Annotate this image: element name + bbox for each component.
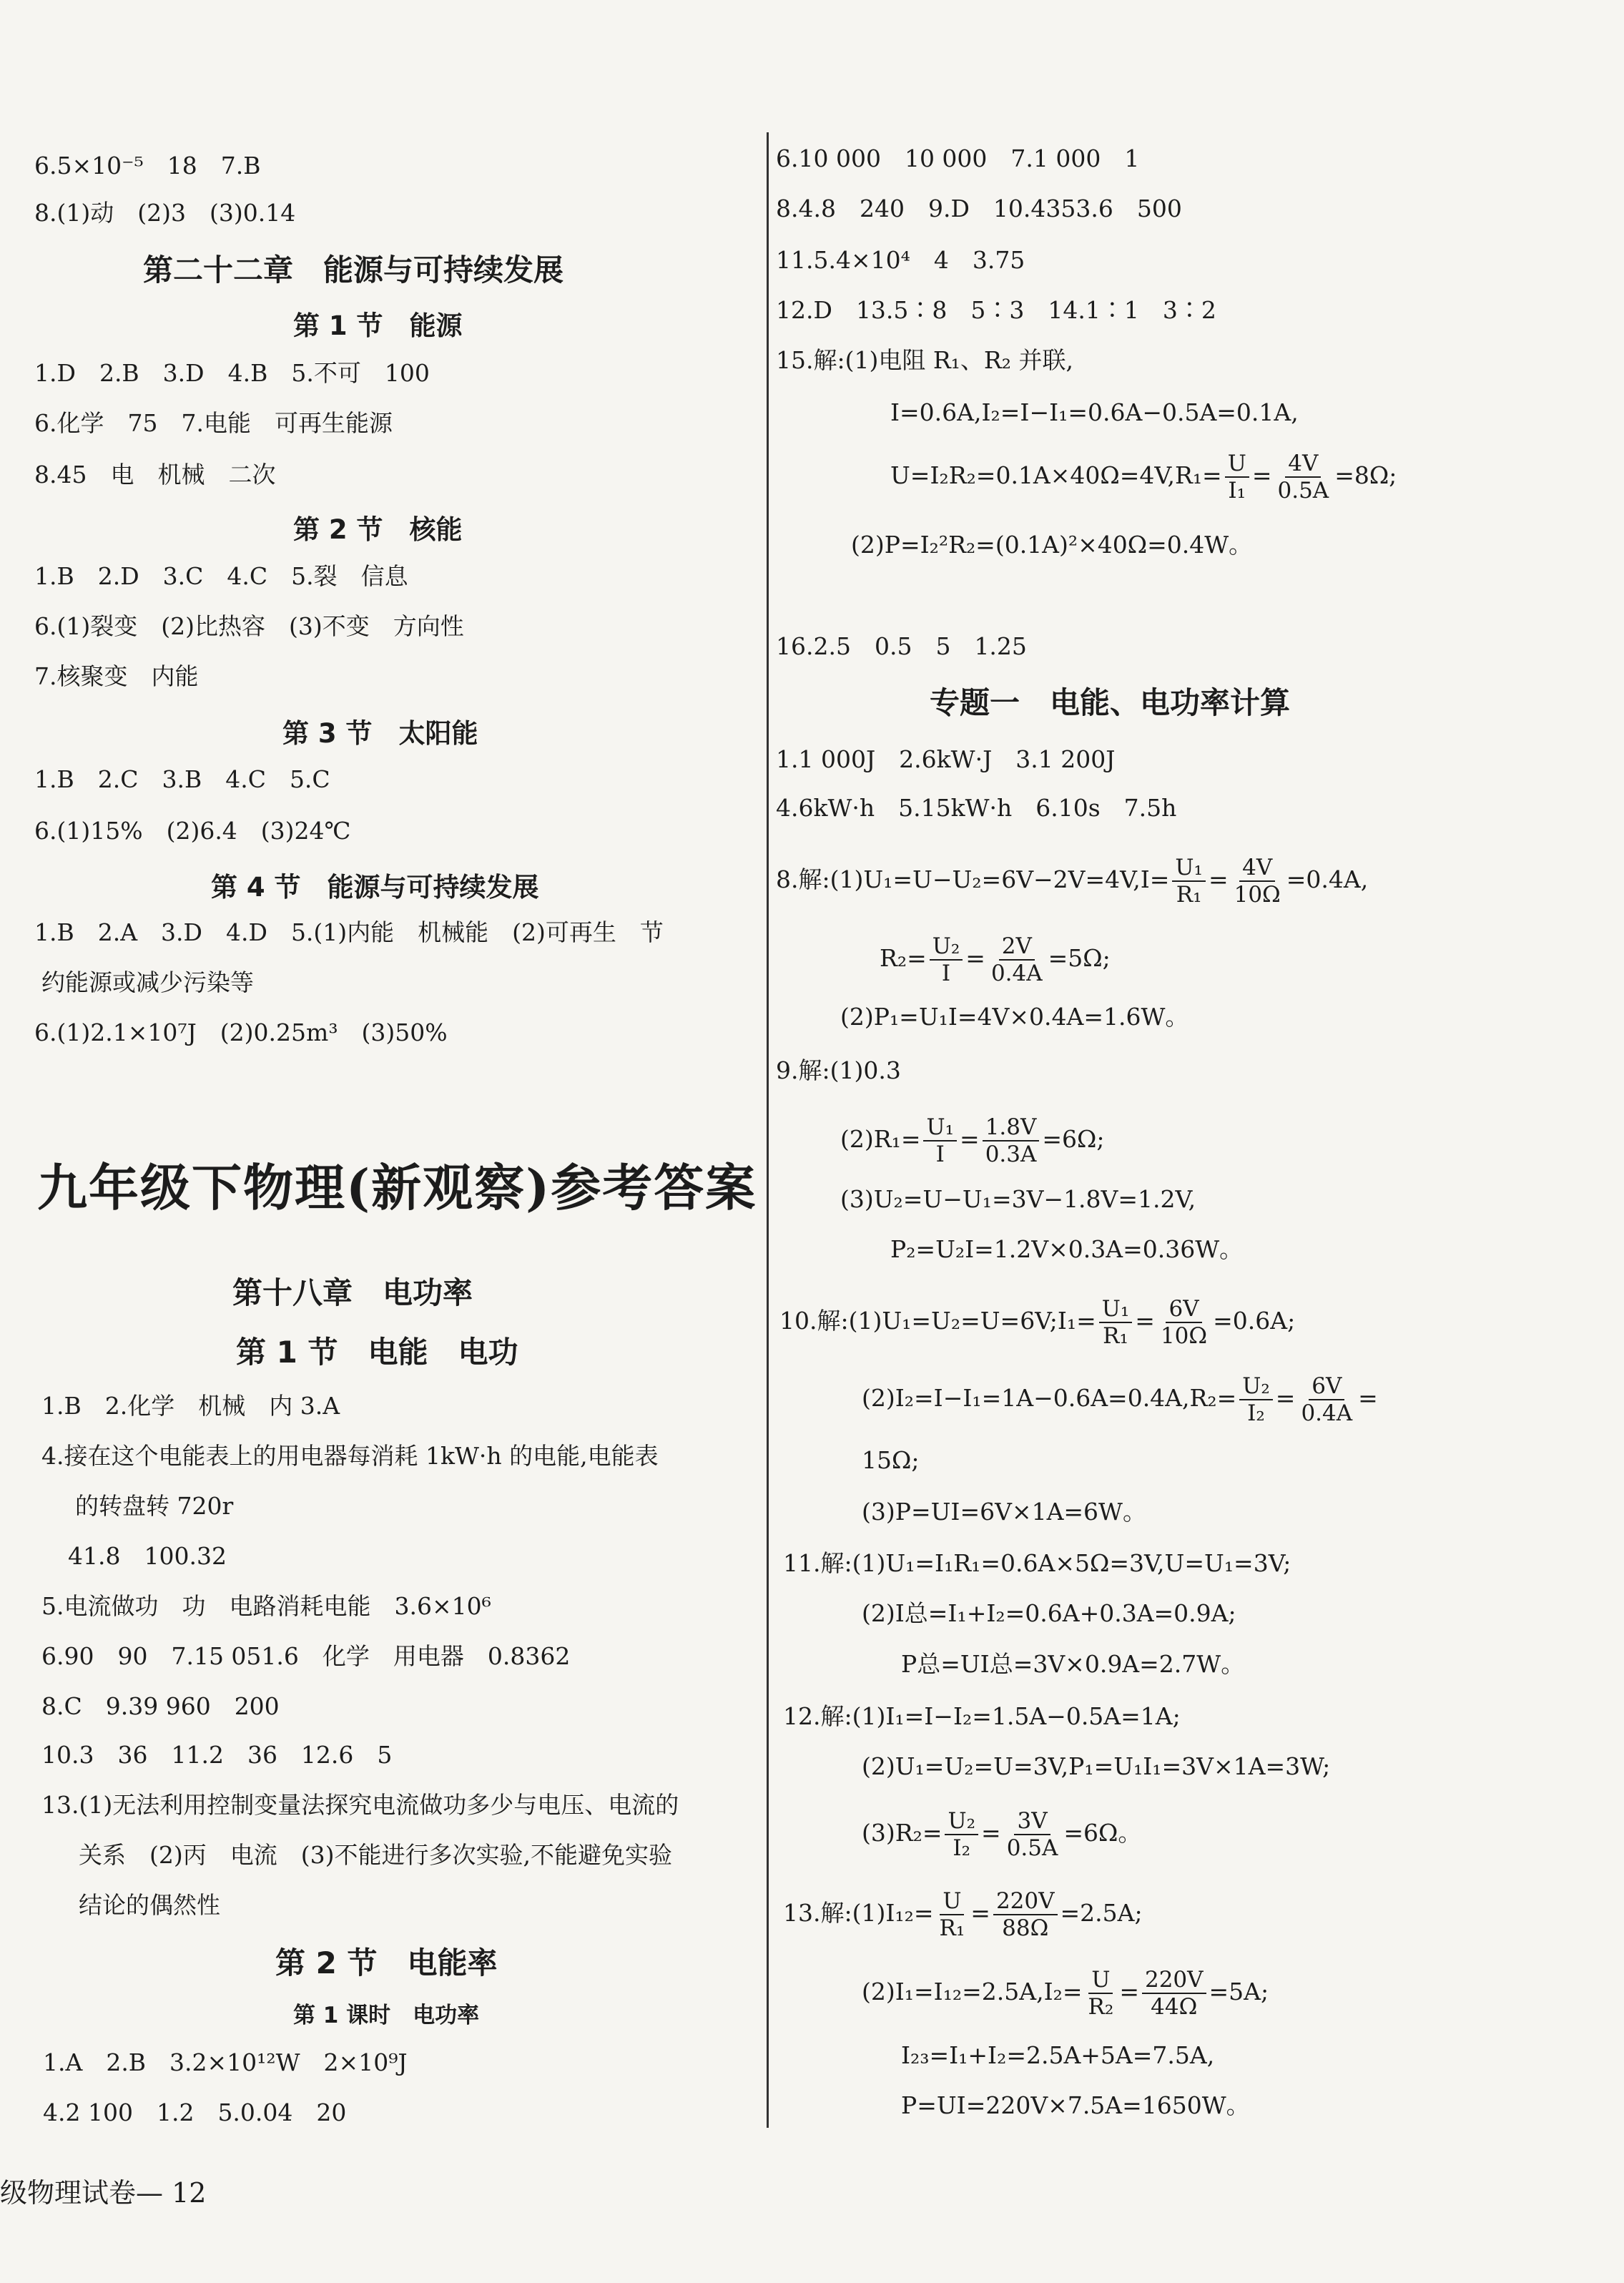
formula-line: (2)P=I₂²R₂=(0.1A)²×40Ω=0.4W。 <box>851 531 1253 559</box>
fraction: $\frac{4V}{0.5A}$ <box>1277 451 1329 504</box>
answer-line: 关系 (2)丙 电流 (3)不能进行多次实验,不能避免实验 <box>79 1841 672 1869</box>
formula-line: (2)R₁= $\frac{\text{U₁}}{I}$ = $\frac{1.8V}{0.3A}$ =6Ω; <box>840 1114 1105 1167</box>
fraction: $\frac{2V}{0.4A}$ <box>990 933 1043 986</box>
formula-line: (3)R₂= $\frac{\text{U₂}}{\text{I₂}}$ = $\frac{3V}{0.5A}$ =6Ω。 <box>862 1808 1142 1861</box>
formula-line: (2)I总=I₁+I₂=0.6A+0.3A=0.9A; <box>862 1599 1236 1627</box>
answer-line: 15.解:(1)电阻 R₁、R₂ 并联, <box>776 346 1073 374</box>
formula-line: I=0.6A,I₂=I−I₁=0.6A−0.5A=0.1A, <box>890 398 1299 426</box>
chapter-title: 第二十二章 能源与可持续发展 <box>143 252 564 288</box>
formula-line: U=I₂R₂=0.1A×40Ω=4V,R₁= $\frac{U}{\text{I₁}}$ = $\frac{4V}{0.5A}$ =8Ω; <box>890 451 1397 504</box>
formula-line: 13.解:(1)I₁₂= $\frac{U}{\text{R₁}}$ = $\frac{220V}{88\Omega}$ =2.5A; <box>783 1888 1143 1941</box>
formula-line: (3)P=UI=6V×1A=6W。 <box>862 1498 1146 1526</box>
fraction: $\frac{6V}{0.4A}$ <box>1301 1373 1353 1426</box>
answer-line: 8.C 9.39 960 200 <box>41 1692 280 1720</box>
answer-line: 10.3 36 11.2 36 12.6 5 <box>41 1741 393 1769</box>
answer-line: 11.5.4×10⁴ 4 3.75 <box>776 246 1025 274</box>
answer-line: 1.D 2.B 3.D 4.B 5.不可 100 <box>34 359 430 387</box>
fraction: $\frac{\text{U₁}}{I}$ <box>923 1114 957 1167</box>
answer-line: 1.1 000J 2.6kW·J 3.1 200J <box>776 745 1116 773</box>
column-divider <box>767 132 769 2128</box>
formula-line: R₂= $\frac{\text{U₂}}{I}$ = $\frac{2V}{0.4A}$ =5Ω; <box>880 933 1111 986</box>
answer-line: 的转盘转 720r <box>75 1492 234 1520</box>
fraction: $\frac{\text{U₂}}{\text{I₂}}$ <box>945 1808 978 1861</box>
formula-line: (2)U₁=U₂=U=3V,P₁=U₁I₁=3V×1A=3W; <box>862 1752 1331 1780</box>
section-title: 第 3 节 太阳能 <box>282 718 478 749</box>
answer-line: 6.(1)15% (2)6.4 (3)24℃ <box>34 817 351 845</box>
fraction: $\frac{\text{U₂}}{I}$ <box>930 933 963 986</box>
formula-line: (3)U₂=U−U₁=3V−1.8V=1.2V, <box>840 1185 1196 1213</box>
fraction: $\frac{3V}{0.5A}$ <box>1006 1808 1058 1861</box>
section-title: 第 2 节 核能 <box>293 514 463 545</box>
fraction: $\frac{U}{\text{R₂}}$ <box>1088 1967 1114 2020</box>
document-title: 九年级下物理(新观察)参考答案 <box>37 1158 757 1217</box>
answer-line: 约能源或减少污染等 <box>41 968 254 996</box>
formula-line: 15Ω; <box>862 1446 920 1474</box>
formula-line: P₂=U₂I=1.2V×0.3A=0.36W。 <box>890 1235 1244 1263</box>
formula-line: P=UI=220V×7.5A=1650W。 <box>901 2091 1250 2119</box>
answer-line: 4.接在这个电能表上的用电器每消耗 1kW·h 的电能,电能表 <box>41 1442 659 1470</box>
chapter-title: 第十八章 电功率 <box>232 1275 473 1310</box>
fraction: $\frac{4V}{10\Omega}$ <box>1234 855 1281 908</box>
fraction: $\frac{1.8V}{0.3A}$ <box>983 1114 1040 1167</box>
section-title: 第 1 节 电能 电功 <box>236 1335 518 1370</box>
formula-line: (2)P₁=U₁I=4V×0.4A=1.6W。 <box>840 1003 1189 1031</box>
answer-line: 8.45 电 机械 二次 <box>34 461 276 488</box>
answer-line: 5.电流做功 功 电路消耗电能 3.6×10⁶ <box>41 1592 491 1620</box>
answer-line: 9.解:(1)0.3 <box>776 1056 901 1084</box>
answer-line: 1.A 2.B 3.2×10¹²W 2×10⁹J <box>43 2048 408 2076</box>
answer-line: 6.(1)裂变 (2)比热容 (3)不变 方向性 <box>34 612 464 640</box>
answer-line: 6.化学 75 7.电能 可再生能源 <box>34 409 393 437</box>
topic-title: 专题一 电能、电功率计算 <box>930 685 1291 720</box>
fraction: $\frac{U}{\text{I₁}}$ <box>1225 451 1249 504</box>
answer-line: 12.D 13.5∶8 5∶3 14.1∶1 3∶2 <box>776 296 1216 324</box>
formula-line: 11.解:(1)U₁=I₁R₁=0.6A×5Ω=3V,U=U₁=3V; <box>783 1549 1291 1577</box>
fraction: $\frac{\text{U₂}}{\text{I₂}}$ <box>1239 1373 1273 1426</box>
formula-line: I₂₃=I₁+I₂=2.5A+5A=7.5A, <box>901 2041 1215 2069</box>
formula-line: (2)I₁=I₁₂=2.5A,I₂= $\frac{U}{\text{R₂}}$ = $\frac{220V}{44\Omega}$ =5A; <box>862 1967 1269 2020</box>
answer-line: 16.2.5 0.5 5 1.25 <box>776 632 1027 660</box>
fraction: $\frac{220V}{88\Omega}$ <box>993 1888 1058 1941</box>
fraction: $\frac{U}{\text{R₁}}$ <box>939 1888 965 1941</box>
answer-line: 6.5×10⁻⁵ 18 7.B <box>34 152 261 180</box>
page-footer: 级物理试卷— 12 <box>0 2177 207 2209</box>
answer-line: 8.4.8 240 9.D 10.4353.6 500 <box>776 195 1182 222</box>
answer-line: 1.B 2.化学 机械 内 3.A <box>41 1392 340 1420</box>
fraction: $\frac{\text{U₁}}{\text{R₁}}$ <box>1172 855 1206 908</box>
formula-line: 12.解:(1)I₁=I−I₂=1.5A−0.5A=1A; <box>783 1702 1181 1730</box>
answer-line: 4.2 100 1.2 5.0.04 20 <box>43 2098 347 2126</box>
answer-line: 6.90 90 7.15 051.6 化学 用电器 0.8362 <box>41 1642 571 1670</box>
answer-line: 1.B 2.D 3.C 4.C 5.裂 信息 <box>34 562 408 590</box>
formula-line: (2)I₂=I−I₁=1A−0.6A=0.4A,R₂= $\frac{\text{U₂}}{\text{I₂}}$ = $\frac{6V}{0.4A}$ = <box>862 1373 1378 1426</box>
answer-line: 1.B 2.A 3.D 4.D 5.(1)内能 机械能 (2)可再生 节 <box>34 918 664 946</box>
answer-line: 41.8 100.32 <box>68 1542 227 1570</box>
answer-line: 结论的偶然性 <box>79 1891 220 1919</box>
fraction: $\frac{220V}{44\Omega}$ <box>1142 1967 1206 2020</box>
subsection-title: 第 1 课时 电功率 <box>293 2003 480 2028</box>
answer-line: 6.(1)2.1×10⁷J (2)0.25m³ (3)50% <box>34 1018 448 1046</box>
section-title: 第 4 节 能源与可持续发展 <box>211 872 539 903</box>
answer-line: 1.B 2.C 3.B 4.C 5.C <box>34 765 330 793</box>
section-title: 第 1 节 能源 <box>293 310 463 341</box>
section-title: 第 2 节 电能率 <box>275 1945 498 1980</box>
formula-line: 10.解:(1)U₁=U₂=U=6V;I₁= $\frac{\text{U₁}}{\text{R₁}}$ = $\frac{6V}{10\Omega}$ =0.6A; <box>779 1296 1296 1349</box>
formula-line: P总=UI总=3V×0.9A=2.7W。 <box>901 1650 1245 1678</box>
formula-line: 8.解:(1)U₁=U−U₂=6V−2V=4V,I= $\frac{\text{U₁}}{\text{R₁}}$ = $\frac{4V}{10\Omega}$ =0.4A, <box>776 855 1369 908</box>
answer-line: 4.6kW·h 5.15kW·h 6.10s 7.5h <box>776 794 1177 822</box>
answer-line: 6.10 000 10 000 7.1 000 1 <box>776 144 1140 172</box>
fraction: $\frac{\text{U₁}}{\text{R₁}}$ <box>1099 1296 1133 1349</box>
answer-line: 7.核聚变 内能 <box>34 662 199 690</box>
answer-line: 8.(1)动 (2)3 (3)0.14 <box>34 199 296 227</box>
answer-line: 13.(1)无法利用控制变量法探究电流做功多少与电压、电流的 <box>41 1791 679 1819</box>
fraction: $\frac{6V}{10\Omega}$ <box>1160 1296 1208 1349</box>
